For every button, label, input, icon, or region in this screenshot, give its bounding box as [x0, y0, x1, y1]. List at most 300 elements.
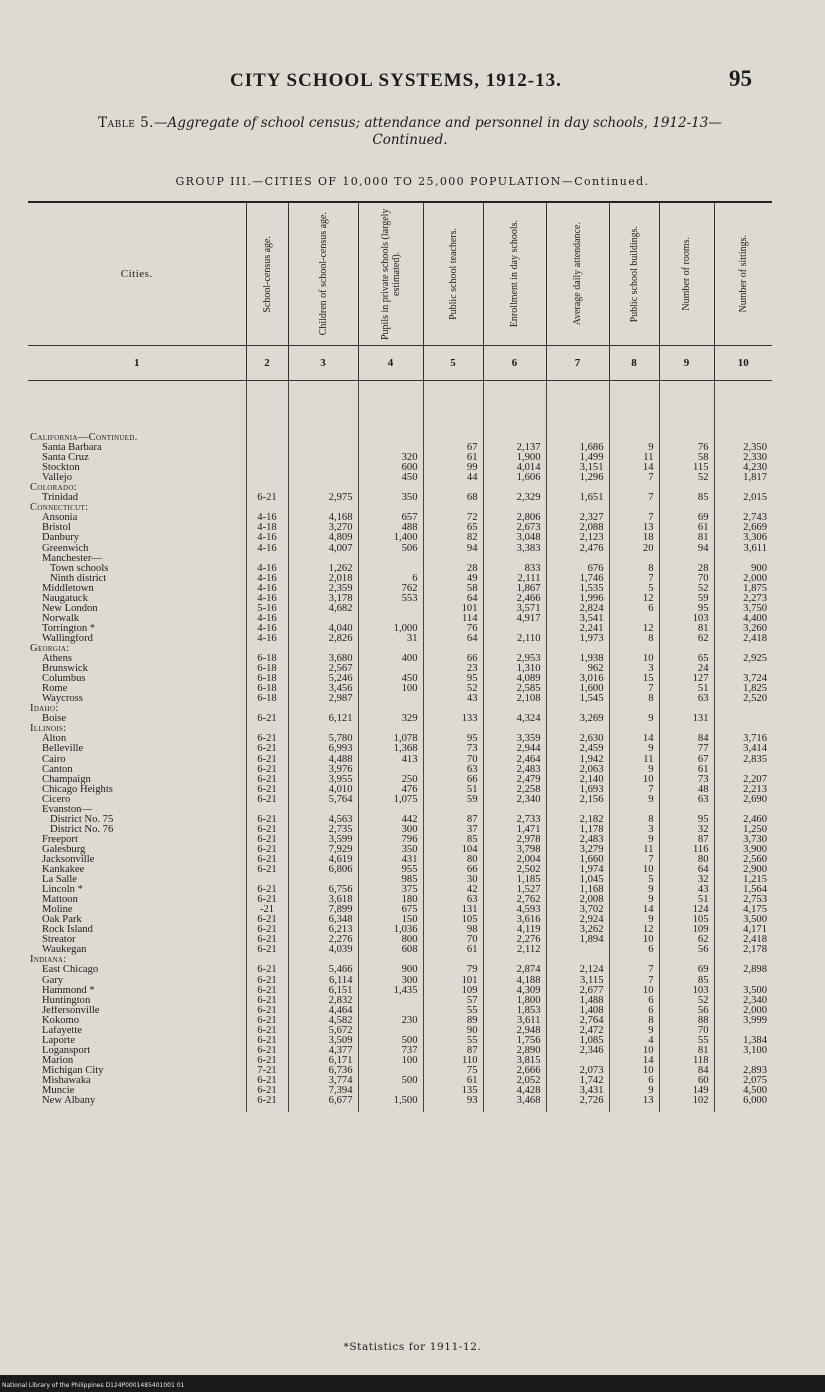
table-cell: 1,178 [546, 825, 609, 835]
table-cell: 3,260 [714, 624, 772, 634]
table-cell: 3,716 [714, 734, 772, 744]
table-cell [659, 805, 714, 815]
table-cell: 61 [423, 945, 483, 955]
table-cell: 64 [659, 865, 714, 875]
table-cell: 7 [609, 493, 659, 503]
city-name: Logansport [42, 1045, 91, 1056]
table-cell: 4-16 [246, 533, 288, 543]
table-cell: 3 [609, 825, 659, 835]
table-cell: 6,151 [288, 986, 358, 996]
table-cell: 1,800 [483, 996, 546, 1006]
table-row [28, 493, 772, 503]
table-row [28, 875, 772, 885]
table-cell: 4,400 [714, 614, 772, 624]
table-cell: 2,108 [483, 694, 546, 704]
table-cell [358, 1006, 423, 1016]
table-cell [288, 463, 358, 473]
table-cell: 500 [358, 1076, 423, 1086]
table-cell [659, 503, 714, 513]
column-header-teachers: Public school teachers. [423, 202, 483, 346]
table-cell: 7 [609, 574, 659, 584]
table-cell: 6-21 [246, 1046, 288, 1056]
table-cell: 2,241 [546, 624, 609, 634]
table-cell: 2,258 [483, 785, 546, 795]
table-cell [714, 664, 772, 674]
table-cell [714, 503, 772, 513]
table-cell: 1,996 [546, 594, 609, 604]
table-cell: 2,735 [288, 825, 358, 835]
city-name: Stockton [42, 463, 80, 474]
city-name: Santa Cruz [42, 453, 89, 464]
table-cell: 93 [423, 1096, 483, 1112]
table-row [28, 945, 772, 955]
table-cell [288, 381, 358, 444]
table-cell: 1,500 [358, 1096, 423, 1112]
table-row [28, 513, 772, 523]
table-cell: 1,545 [546, 694, 609, 704]
table-cell: 3,730 [714, 835, 772, 845]
table-cell: 15 [609, 674, 659, 684]
column-number: 7 [546, 346, 609, 381]
table-cell: 4,119 [483, 925, 546, 935]
column-number: 2 [246, 346, 288, 381]
city-name: District No. 76 [50, 824, 114, 835]
city-name: Kokomo [42, 1015, 80, 1026]
table-cell: 3,750 [714, 604, 772, 614]
table-cell: 2,987 [288, 694, 358, 704]
table-cell: 7 [609, 855, 659, 865]
city-name: Naugatuck [42, 593, 88, 604]
table-cell: 6,121 [288, 714, 358, 724]
table-cell: 6-21 [246, 1076, 288, 1086]
table-cell: 4-16 [246, 594, 288, 604]
table-row [28, 544, 772, 554]
table-cell: 9 [609, 765, 659, 775]
table-cell [659, 381, 714, 444]
state-name: Georgia: [30, 643, 70, 654]
table-cell: 10 [609, 654, 659, 664]
city-name: Cairo [42, 754, 66, 765]
table-cell: 2,459 [546, 744, 609, 754]
table-cell: 2,004 [483, 855, 546, 865]
statistics-table [28, 201, 772, 1112]
table-cell: 2,340 [714, 996, 772, 1006]
table-cell: 14 [609, 463, 659, 473]
table-cell: 329 [358, 714, 423, 724]
table-cell: 2,418 [714, 935, 772, 945]
table-cell: 3,100 [714, 1046, 772, 1056]
table-cell: 135 [423, 1086, 483, 1096]
table-cell: 6-21 [246, 765, 288, 775]
table-cell: 85 [659, 493, 714, 503]
city-name: Torrington * [42, 623, 96, 634]
table-cell: 2,124 [546, 965, 609, 975]
table-cell: 11 [609, 845, 659, 855]
table-cell: 2,953 [483, 654, 546, 664]
table-cell: 1,606 [483, 473, 546, 483]
table-cell: 81 [659, 533, 714, 543]
table-cell: 1,078 [358, 734, 423, 744]
table-cell: 2,762 [483, 895, 546, 905]
table-cell: 5-16 [246, 604, 288, 614]
table-cell: 1,660 [546, 855, 609, 865]
table-cell [246, 473, 288, 483]
table-cell: 2,948 [483, 1026, 546, 1036]
table-cell [714, 644, 772, 654]
table-cell: 6 [358, 574, 423, 584]
table-cell [423, 955, 483, 965]
table-cell: 2,975 [288, 493, 358, 503]
table-cell: 762 [358, 584, 423, 594]
table-cell: 3,269 [546, 714, 609, 724]
table-cell: 3,680 [288, 654, 358, 664]
table-cell [423, 381, 483, 444]
table-cell: 84 [659, 1066, 714, 1076]
table-cell: 109 [659, 925, 714, 935]
table-cell: 2,111 [483, 574, 546, 584]
table-row [28, 815, 772, 825]
table-cell: 89 [423, 1016, 483, 1026]
table-cell: 6-18 [246, 684, 288, 694]
table-cell: 63 [659, 795, 714, 805]
city-name: Manchester— [42, 553, 103, 564]
table-cell: 127 [659, 674, 714, 684]
city-name: Freeport [42, 834, 78, 845]
caption-title: —Aggregate of school census; attendance and personnel in day schools, 1912-13— [153, 115, 722, 131]
city-name: Mishawaka [42, 1076, 91, 1086]
column-header-school-census-age: School-census age. [246, 202, 288, 346]
table-cell: 3,900 [714, 845, 772, 855]
city-name: Waukegan [42, 945, 87, 956]
table-row [28, 473, 772, 483]
table-cell: 4-16 [246, 634, 288, 644]
table-row [28, 614, 772, 624]
table-cell: 3,279 [546, 845, 609, 855]
table-cell: 101 [423, 976, 483, 986]
table-cell: 2,479 [483, 775, 546, 785]
table-cell [246, 463, 288, 473]
table-cell: 230 [358, 1016, 423, 1026]
table-cell: 131 [659, 714, 714, 724]
table-cell: 600 [358, 463, 423, 473]
table-cell: 2,075 [714, 1076, 772, 1086]
table-row [28, 564, 772, 574]
table-cell: 833 [483, 564, 546, 574]
table-cell: 6 [609, 996, 659, 1006]
city-name: Moline [42, 905, 73, 916]
table-cell: 62 [659, 935, 714, 945]
table-cell: 87 [423, 1046, 483, 1056]
table-cell: 12 [609, 925, 659, 935]
table-cell: 69 [659, 513, 714, 523]
table-cell [246, 875, 288, 885]
table-cell: 61 [659, 523, 714, 533]
table-cell: 2,464 [483, 755, 546, 765]
table-cell: 900 [714, 564, 772, 574]
table-row [28, 825, 772, 835]
table-row [28, 765, 772, 775]
column-number: 5 [423, 346, 483, 381]
table-cell: 11 [609, 755, 659, 765]
table-cell: 6-18 [246, 694, 288, 704]
running-head [0, 64, 825, 94]
table-cell: 3,151 [546, 463, 609, 473]
table-cell: 57 [423, 996, 483, 1006]
state-name: Connecticut: [30, 503, 89, 514]
table-cell: 4,428 [483, 1086, 546, 1096]
caption-label: Table 5. [98, 115, 154, 131]
table-cell: 2,560 [714, 855, 772, 865]
table-cell: 82 [423, 533, 483, 543]
city-name: Huntington [42, 995, 91, 1006]
table-cell: 2,346 [546, 1046, 609, 1056]
table-cell: 9 [609, 1086, 659, 1096]
table-cell [358, 724, 423, 734]
table-cell: 4,488 [288, 755, 358, 765]
table-cell: 2,213 [714, 785, 772, 795]
table-cell: 3,359 [483, 734, 546, 744]
city-name: Athens [42, 654, 73, 665]
table-cell [246, 554, 288, 564]
table-cell: 3,702 [546, 905, 609, 915]
table-cell [659, 554, 714, 564]
table-cell [609, 724, 659, 734]
table-row [28, 584, 772, 594]
table-cell: 6-21 [246, 885, 288, 895]
table-cell [358, 564, 423, 574]
table-cell: 4,230 [714, 463, 772, 473]
table-cell: 1,488 [546, 996, 609, 1006]
table-cell [288, 473, 358, 483]
table-cell: 72 [423, 513, 483, 523]
table-cell: 5,466 [288, 965, 358, 975]
table-cell: 131 [423, 905, 483, 915]
table-cell [609, 503, 659, 513]
table-cell: 95 [423, 674, 483, 684]
city-name: Brunswick [42, 664, 88, 675]
table-row [28, 734, 772, 744]
table-cell: 6-21 [246, 785, 288, 795]
table-cell: 4 [609, 1036, 659, 1046]
table-cell: 94 [659, 544, 714, 554]
state-name: Illinois: [30, 724, 67, 735]
table-cell: 3,999 [714, 1016, 772, 1026]
table-cell: 2,483 [546, 835, 609, 845]
table-cell: 12 [609, 594, 659, 604]
table-cell: 2,567 [288, 664, 358, 674]
table-cell [246, 443, 288, 453]
table-cell: 99 [423, 463, 483, 473]
table-cell: 675 [358, 905, 423, 915]
table-cell: 2,460 [714, 815, 772, 825]
table-cell: 31 [358, 634, 423, 644]
table-cell [423, 704, 483, 714]
table-cell: 3,618 [288, 895, 358, 905]
table-row [28, 855, 772, 865]
table-cell: 10 [609, 986, 659, 996]
table-cell [546, 1056, 609, 1066]
table-cell: 6 [609, 604, 659, 614]
table-cell: 800 [358, 935, 423, 945]
table-cell: 42 [423, 885, 483, 895]
table-cell: 1,867 [483, 584, 546, 594]
table-cell: 43 [659, 885, 714, 895]
table-cell: 1,400 [358, 533, 423, 543]
state-heading-row [28, 503, 772, 513]
table-cell: 1,746 [546, 574, 609, 584]
table-cell: 2,924 [546, 915, 609, 925]
table-row [28, 1006, 772, 1016]
table-cell: 66 [423, 654, 483, 664]
table-cell [483, 805, 546, 815]
table-cell: 18 [609, 533, 659, 543]
table-cell: 3,270 [288, 523, 358, 533]
table-cell: 70 [423, 755, 483, 765]
table-cell: 2,327 [546, 513, 609, 523]
table-row [28, 1056, 772, 1066]
table-cell: 3,468 [483, 1096, 546, 1112]
table-cell: 1,756 [483, 1036, 546, 1046]
table-cell: 4-16 [246, 564, 288, 574]
table-cell: 6-21 [246, 935, 288, 945]
table-cell: 4,007 [288, 544, 358, 554]
table-cell: 6-21 [246, 795, 288, 805]
table-cell: 476 [358, 785, 423, 795]
table-cell: 3,611 [714, 544, 772, 554]
city-name: Gary [42, 975, 64, 986]
table-row [28, 1066, 772, 1076]
table-cell: 100 [358, 684, 423, 694]
table-cell: 955 [358, 865, 423, 875]
table-cell: 69 [659, 965, 714, 975]
table-cell: 488 [358, 523, 423, 533]
table-cell [288, 875, 358, 885]
table-cell: 4,168 [288, 513, 358, 523]
table-cell [609, 614, 659, 624]
table-cell: 4,582 [288, 1016, 358, 1026]
column-number: 9 [659, 346, 714, 381]
table-cell: 32 [659, 825, 714, 835]
table-cell: 65 [423, 523, 483, 533]
table-cell: 2,743 [714, 513, 772, 523]
table-cell: 1,085 [546, 1036, 609, 1046]
table-cell: 2,276 [483, 935, 546, 945]
city-name: Waycross [42, 694, 83, 705]
table-cell: 79 [423, 965, 483, 975]
city-name: Santa Barbara [42, 443, 102, 454]
table-row [28, 694, 772, 704]
table-cell: 115 [659, 463, 714, 473]
table-cell: 6-18 [246, 674, 288, 684]
table-cell: 250 [358, 775, 423, 785]
table-cell: 3,383 [483, 544, 546, 554]
table-cell [246, 724, 288, 734]
table-cell: 109 [423, 986, 483, 996]
table-cell: 6-18 [246, 664, 288, 674]
table-cell: 1,853 [483, 1006, 546, 1016]
city-name: New London [42, 603, 98, 614]
table-cell [288, 554, 358, 564]
table-cell: 1,817 [714, 473, 772, 483]
table-cell: 1,651 [546, 493, 609, 503]
table-cell: 2,073 [546, 1066, 609, 1076]
table-cell [358, 694, 423, 704]
table-cell: 3,955 [288, 775, 358, 785]
column-header-rooms: Number of rooms. [659, 202, 714, 346]
table-cell: 4,917 [483, 614, 546, 624]
table-cell: 103 [659, 614, 714, 624]
table-row [28, 845, 772, 855]
table-cell: 118 [659, 1056, 714, 1066]
city-name: Norwalk [42, 613, 80, 624]
table-cell: 6,993 [288, 744, 358, 754]
table-cell: 676 [546, 564, 609, 574]
scan-credit: National Library of the Philippines D124P0001485401001 01 [2, 1382, 185, 1389]
table-cell [714, 714, 772, 724]
table-cell: 66 [423, 775, 483, 785]
city-name: Danbury [42, 533, 80, 544]
table-cell: 84 [659, 734, 714, 744]
city-name: Jeffersonville [42, 1005, 100, 1016]
table-cell: 4,175 [714, 905, 772, 915]
table-cell: 6-21 [246, 835, 288, 845]
table-cell: 1,499 [546, 453, 609, 463]
column-header-sittings: Number of sittings. [714, 202, 772, 346]
table-cell: 48 [659, 785, 714, 795]
table-cell: 2,826 [288, 634, 358, 644]
table-cell: 32 [659, 875, 714, 885]
column-number: 1 [28, 346, 246, 381]
table-cell: 2,350 [714, 443, 772, 453]
table-cell: 4,014 [483, 463, 546, 473]
table-cell: 52 [659, 996, 714, 1006]
table-cell: 133 [423, 714, 483, 724]
table-cell: 2,753 [714, 895, 772, 905]
table-cell: 4,593 [483, 905, 546, 915]
table-cell [609, 483, 659, 493]
table-cell: 300 [358, 825, 423, 835]
table-cell [288, 805, 358, 815]
table-row [28, 594, 772, 604]
table-cell: 55 [659, 1036, 714, 1046]
table-cell: 2,726 [546, 1096, 609, 1112]
table-cell: 4,682 [288, 604, 358, 614]
table-cell: 2,677 [546, 986, 609, 996]
table-cell [246, 453, 288, 463]
table-cell: 2,874 [483, 965, 546, 975]
table-cell: 3 [609, 664, 659, 674]
table-cell: 4-16 [246, 574, 288, 584]
table-cell: 320 [358, 453, 423, 463]
table-cell: 3,414 [714, 744, 772, 754]
table-cell [609, 955, 659, 965]
table-cell: 1,310 [483, 664, 546, 674]
table-cell: 962 [546, 664, 609, 674]
table-row [28, 634, 772, 644]
table-cell: 8 [609, 815, 659, 825]
table-cell: 80 [659, 855, 714, 865]
table-cell: 3,599 [288, 835, 358, 845]
column-header-enrollment: Enrollment in day schools. [483, 202, 546, 346]
city-name: La Salle [42, 875, 78, 886]
state-heading-row [28, 644, 772, 654]
table-cell: 6-21 [246, 965, 288, 975]
table-cell: 4,324 [483, 714, 546, 724]
table-cell: 75 [423, 1066, 483, 1076]
table-cell [246, 483, 288, 493]
table-cell: 67 [659, 755, 714, 765]
table-cell [714, 765, 772, 775]
